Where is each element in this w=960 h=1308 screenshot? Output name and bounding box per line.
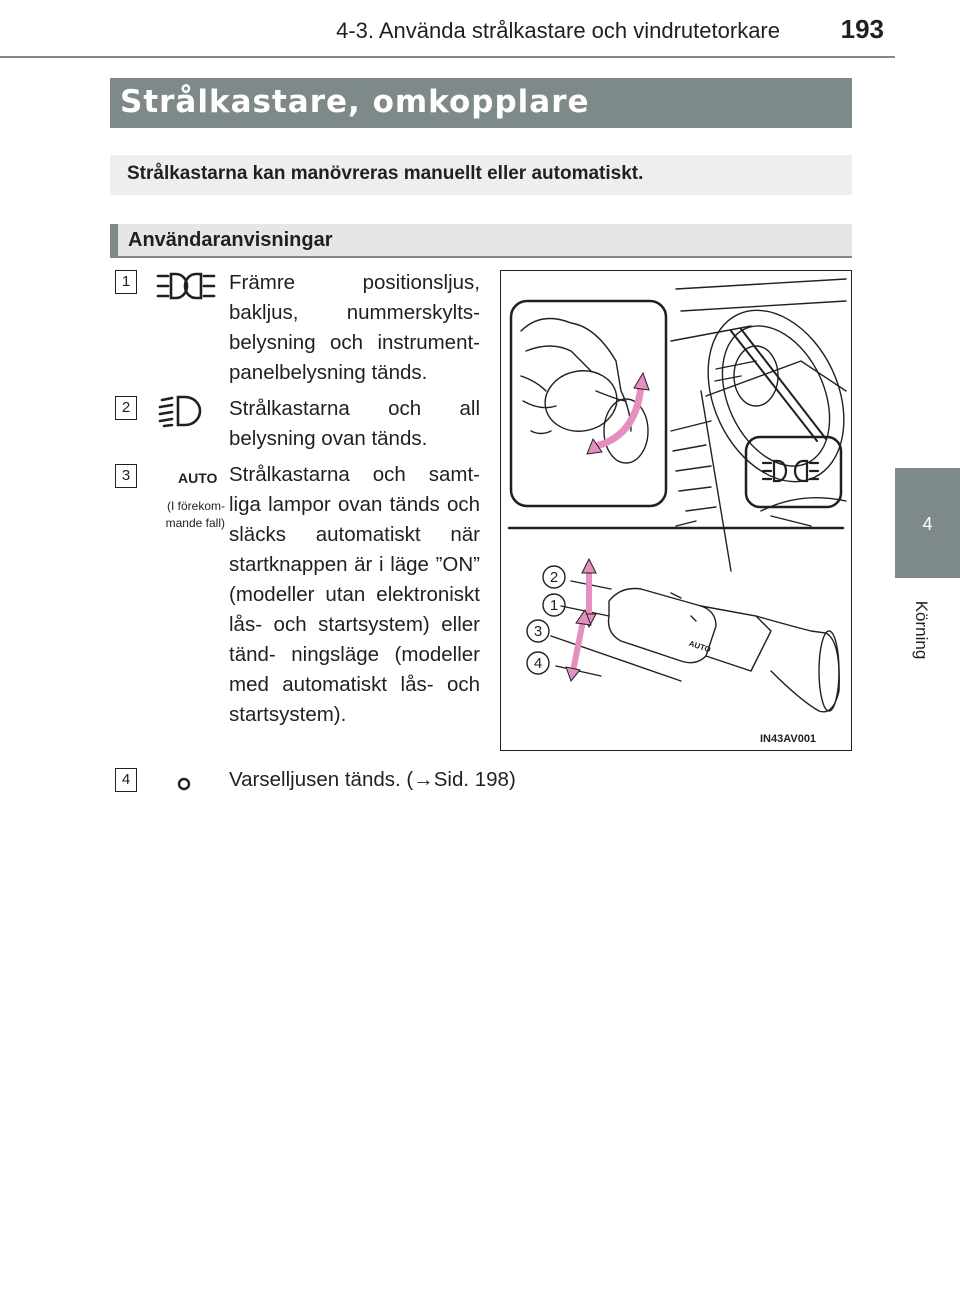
- chapter-title: 4-3. Använda strålkastare och vindrutetorkare: [336, 18, 780, 43]
- switch-auto-label: AUTO: [687, 638, 712, 655]
- section-title: Strålkastare, omkopplare: [120, 84, 590, 120]
- section-title-bar: [110, 78, 852, 128]
- subsection-title: Användaranvisningar: [128, 229, 333, 251]
- arrow-icon: →: [413, 768, 434, 791]
- chapter-side-label: [912, 598, 930, 668]
- page-reference: Sid. 198): [433, 768, 516, 791]
- callout-2: 2: [549, 569, 559, 586]
- figure-id: IN43AV001: [760, 733, 817, 745]
- callout-3: 3: [533, 623, 543, 640]
- intro-text: Strålkastarna kan manövreras manuellt eller automatiskt.: [127, 163, 644, 184]
- illustration-frame: [500, 270, 852, 751]
- auto-note: (I förekom- mande fall): [165, 499, 225, 530]
- item-text-4-main: Varselljusen tänds. (: [229, 768, 414, 791]
- item-text-3: Strålkastarna och samt- liga lampor ovan tänds och släcks automatiskt när startknappen är i läge ”ON” (modeller utan elektroniskt lås- och startsystem) eller tänd- ningsläge (modeller med automatiskt lås- och startsystem).: [229, 463, 480, 726]
- item-number-1: 1: [115, 270, 137, 294]
- chapter-side-label-text: Körning: [912, 600, 931, 660]
- item-number-4: 4: [115, 768, 137, 792]
- callout-4: 4: [533, 655, 543, 672]
- chapter-tab: [895, 468, 960, 578]
- position-lights-icon: [156, 270, 216, 302]
- intro-box: [110, 155, 852, 195]
- chapter-tab-number: 4: [922, 514, 933, 534]
- auto-label: AUTO: [178, 470, 218, 486]
- headlight-icon: [156, 394, 208, 428]
- page-number: 193: [840, 14, 884, 44]
- drl-icon: [176, 776, 192, 792]
- item-number-3: 3: [115, 464, 137, 488]
- item-text-4: [229, 765, 629, 795]
- callout-1: 1: [549, 597, 559, 614]
- item-text-1: Främre positionsljus, bakljus, nummerskylts- belysning och instrument- panelbelysning tänds.: [229, 271, 480, 384]
- header-rule: [0, 56, 895, 58]
- item-text-2: Strålkastarna och all belysning ovan tänds.: [229, 397, 480, 450]
- subsection-title-bar: [110, 224, 852, 258]
- headlight-switch-illustration: [501, 271, 851, 750]
- item-number-2: 2: [115, 396, 137, 420]
